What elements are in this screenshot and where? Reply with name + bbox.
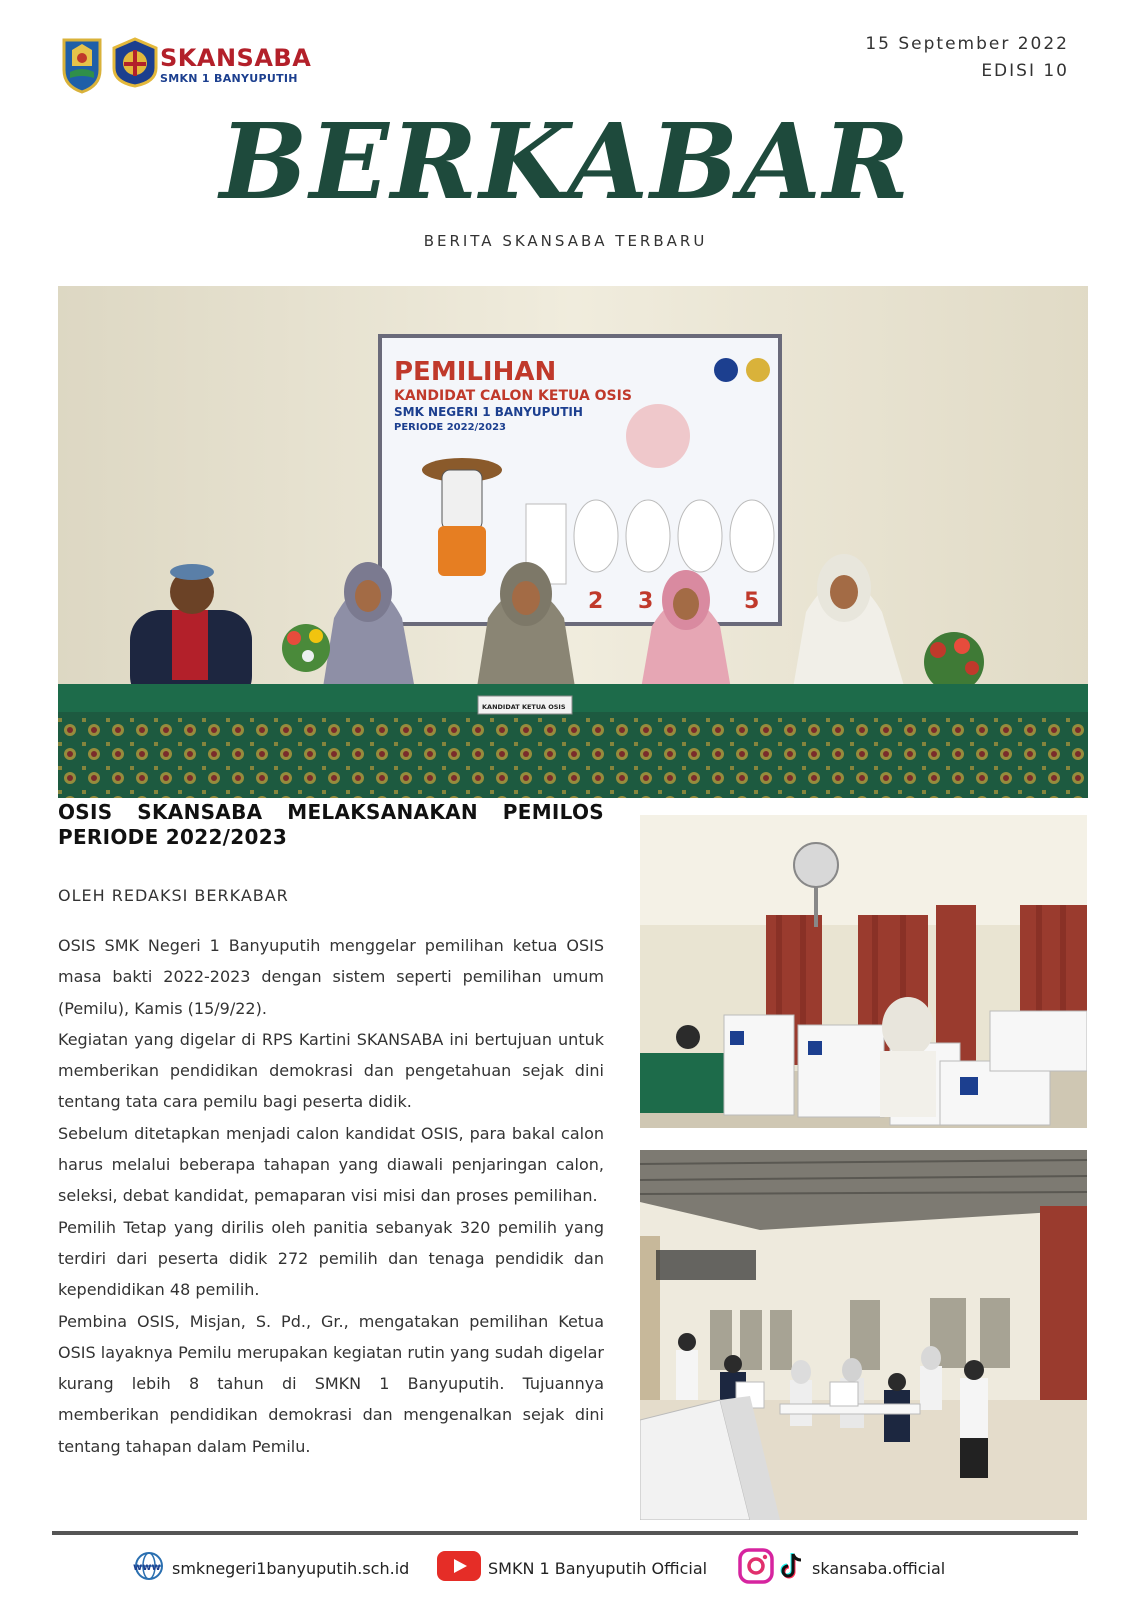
tiktok-icon	[780, 1551, 806, 1585]
article-title: OSIS SKANSABA MELAKSANAKAN PEMILOS PERIODE 2022/2023	[58, 800, 604, 849]
article-paragraph: Pemilih Tetap yang dirilis oleh panitia sebanyak 320 pemilih yang terdiri dari peserta didik 272 pemilih dan tenaga pendidik dan kependidikan 48 pemilih.	[58, 1217, 604, 1300]
masthead-tagline: BERITA SKANSABA TERBARU	[423, 232, 708, 250]
banner-number-5: 5	[744, 589, 760, 614]
brand-school: SMKN 1 BANYUPUTIH	[160, 72, 298, 85]
footer-social-text: skansaba.official	[812, 1558, 946, 1578]
masthead-title: BERKABAR	[219, 100, 912, 223]
banner-line-3: SMK NEGERI 1 BANYUPUTIH	[394, 405, 583, 419]
main-photo	[58, 286, 1088, 798]
footer-youtube[interactable]	[436, 1548, 707, 1588]
banner-line-2: KANDIDAT CALON KETUA OSIS	[394, 388, 632, 404]
youtube-icon	[436, 1550, 482, 1586]
article-paragraph: OSIS SMK Negeri 1 Banyuputih menggelar pemilihan ketua OSIS masa bakti 2022-2023 dengan sistem seperti pemilihan umum (Pemilu), Kamis (15/9/22).	[58, 936, 604, 1018]
footer-social[interactable]	[738, 1548, 945, 1588]
banner-number-2: 2	[588, 589, 604, 614]
globe-www-icon	[132, 1551, 166, 1585]
article-body	[58, 930, 604, 1462]
svg-text:www: www	[133, 1562, 161, 1573]
article-paragraph: Sebelum ditetapkan menjadi calon kandidat OSIS, para bakal calon harus melalui beberapa tahapan yang diawali penjaringan calon, seleksi, debat kandidat, pemaparan visi misi dan proses pemilihan.	[58, 1123, 604, 1206]
voting-booth-photo	[640, 815, 1087, 1128]
banner-title: PEMILIHAN	[394, 357, 557, 387]
jatim-logo-icon	[60, 36, 104, 94]
footer-website[interactable]	[132, 1548, 409, 1588]
brand-name: SKANSABA	[160, 44, 312, 72]
footer-divider	[52, 1531, 1078, 1535]
banner-number-3: 3	[638, 589, 654, 614]
voting-hall-photo	[640, 1150, 1087, 1520]
issue-date: 15 September 2022	[865, 34, 1069, 54]
article-byline: OLEH REDAKSI BERKABAR	[58, 886, 289, 905]
instagram-icon	[738, 1548, 774, 1588]
article-paragraph: Pembina OSIS, Misjan, S. Pd., Gr., mengatakan pemilihan Ketua OSIS layaknya Pemilu merupakan kegiatan rutin yang sudah digelar kurang lebih 8 tahun di SMKN 1 Banyuputih. Tujuannya memberikan pendidikan demokrasi dan mengenalkan sejak dini tentang tahapan dalam Pemilu.	[58, 1311, 604, 1456]
footer-website-text: smknegeri1banyuputih.sch.id	[172, 1558, 410, 1578]
footer-youtube-text: SMKN 1 Banyuputih Official	[488, 1558, 708, 1578]
banner-line-4: PERIODE 2022/2023	[394, 422, 507, 433]
smk-logo-icon	[110, 36, 160, 88]
issue-edition: EDISI 10	[981, 61, 1069, 81]
article-paragraph: Kegiatan yang digelar di RPS Kartini SKANSABA ini bertujuan untuk memberikan pendidikan demokrasi dan pengetahuan sejak dini tentang tata cara pemilu bagi peserta didik.	[58, 1029, 604, 1112]
table-sign: KANDIDAT KETUA OSIS	[482, 703, 566, 711]
